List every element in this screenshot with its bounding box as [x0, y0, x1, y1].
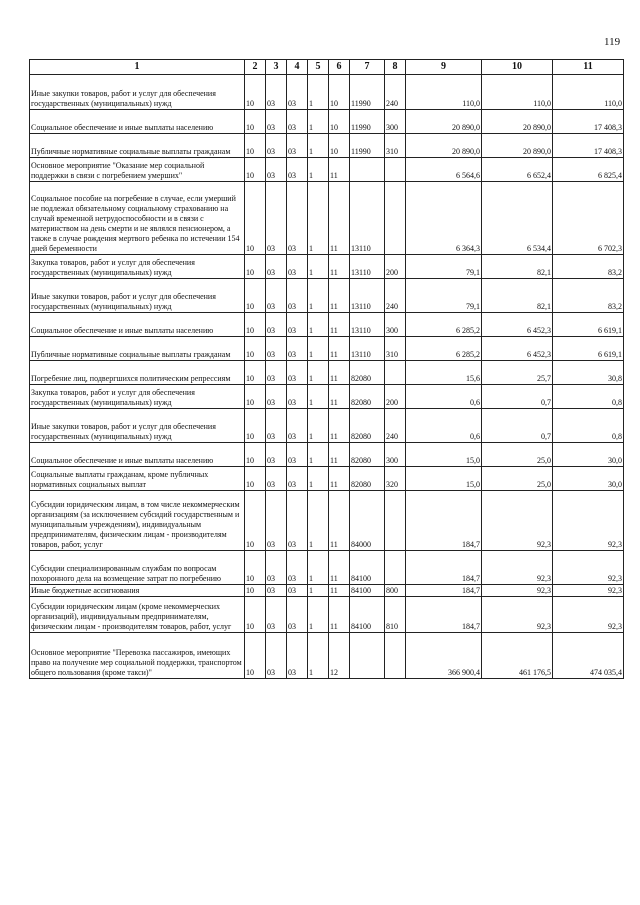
- code-cell-c4: 03: [287, 467, 308, 491]
- code-cell-c4: 03: [287, 158, 308, 182]
- code-cell-c2: 10: [245, 158, 266, 182]
- amount-cell-v9: 0,6: [406, 409, 482, 443]
- row-name-cell: Субсидии специализированным службам по вопросам похоронного дела на возмещение затрат по погребению: [30, 551, 245, 585]
- table-row: [30, 110, 624, 134]
- amount-cell-v10: 82,1: [482, 255, 553, 279]
- amount-cell-v11: 83,2: [553, 279, 624, 313]
- amount-cell-v9: 184,7: [406, 597, 482, 633]
- code-cell-c8: 240: [385, 75, 406, 110]
- column-header-10: 10: [482, 60, 553, 75]
- amount-cell-v9: 79,1: [406, 255, 482, 279]
- amount-cell-v10: 0,7: [482, 385, 553, 409]
- code-cell-c8: 240: [385, 279, 406, 313]
- table-row: [30, 134, 624, 158]
- code-cell-c7: 82080: [350, 409, 385, 443]
- code-cell-c5: 1: [308, 158, 329, 182]
- amount-cell-v10: 92,3: [482, 551, 553, 585]
- table-row: [30, 279, 624, 313]
- code-cell-c4: 03: [287, 385, 308, 409]
- amount-cell-v11: 474 035,4: [553, 633, 624, 679]
- amount-cell-v11: 0,8: [553, 409, 624, 443]
- code-cell-c6: 11: [329, 409, 350, 443]
- code-cell-c7: [350, 158, 385, 182]
- amount-cell-v10: 25,0: [482, 467, 553, 491]
- amount-cell-v9: 0,6: [406, 385, 482, 409]
- code-cell-c5: 1: [308, 585, 329, 597]
- page-number: 119: [604, 36, 621, 48]
- row-name-cell: Социальные выплаты гражданам, кроме публичных нормативных социальных выплат: [30, 467, 245, 491]
- code-cell-c6: 10: [329, 110, 350, 134]
- code-cell-c3: 03: [266, 255, 287, 279]
- column-header-8: 8: [385, 60, 406, 75]
- header-row: [30, 60, 624, 75]
- budget-table: [29, 59, 624, 679]
- code-cell-c8: [385, 491, 406, 551]
- code-cell-c6: 11: [329, 443, 350, 467]
- column-header-1: 1: [30, 60, 245, 75]
- code-cell-c2: 10: [245, 409, 266, 443]
- code-cell-c6: 11: [329, 585, 350, 597]
- code-cell-c5: 1: [308, 491, 329, 551]
- amount-cell-v9: 366 900,4: [406, 633, 482, 679]
- amount-cell-v9: 184,7: [406, 491, 482, 551]
- code-cell-c6: 11: [329, 491, 350, 551]
- row-name-cell: Основное мероприятие "Перевозка пассажиров, имеющих право на получение мер социальной поддержки, транспортом общего пользования (кроме такси)": [30, 633, 245, 679]
- code-cell-c7: 13110: [350, 313, 385, 337]
- amount-cell-v10: 25,7: [482, 361, 553, 385]
- code-cell-c2: 10: [245, 255, 266, 279]
- code-cell-c2: 10: [245, 633, 266, 679]
- amount-cell-v11: 30,0: [553, 443, 624, 467]
- code-cell-c8: [385, 551, 406, 585]
- code-cell-c6: 11: [329, 337, 350, 361]
- column-header-5: 5: [308, 60, 329, 75]
- row-name-cell: Закупка товаров, работ и услуг для обеспечения государственных (муниципальных) нужд: [30, 385, 245, 409]
- code-cell-c4: 03: [287, 443, 308, 467]
- code-cell-c3: 03: [266, 134, 287, 158]
- amount-cell-v10: 6 652,4: [482, 158, 553, 182]
- code-cell-c6: 11: [329, 182, 350, 255]
- code-cell-c2: 10: [245, 182, 266, 255]
- code-cell-c4: 03: [287, 337, 308, 361]
- row-name-cell: Закупка товаров, работ и услуг для обеспечения государственных (муниципальных) нужд: [30, 255, 245, 279]
- column-header-3: 3: [266, 60, 287, 75]
- code-cell-c8: [385, 158, 406, 182]
- amount-cell-v10: 110,0: [482, 75, 553, 110]
- table-row: [30, 633, 624, 679]
- code-cell-c6: 11: [329, 313, 350, 337]
- code-cell-c4: 03: [287, 313, 308, 337]
- code-cell-c2: 10: [245, 75, 266, 110]
- code-cell-c7: 13110: [350, 255, 385, 279]
- code-cell-c4: 03: [287, 75, 308, 110]
- code-cell-c6: 11: [329, 255, 350, 279]
- amount-cell-v10: 6 534,4: [482, 182, 553, 255]
- row-name-cell: Субсидии юридическим лицам, в том числе некоммерческим организациям (за исключением субсидий государственным и муниципальным учреждениям), индивидуальным предпринимателям, физическим лицам - производителям товаров, работ, услуг: [30, 491, 245, 551]
- row-name-cell: Социальное обеспечение и иные выплаты населению: [30, 313, 245, 337]
- amount-cell-v11: 17 408,3: [553, 134, 624, 158]
- code-cell-c3: 03: [266, 313, 287, 337]
- code-cell-c5: 1: [308, 337, 329, 361]
- row-name-cell: Публичные нормативные социальные выплаты гражданам: [30, 134, 245, 158]
- amount-cell-v10: 6 452,3: [482, 337, 553, 361]
- code-cell-c3: 03: [266, 633, 287, 679]
- code-cell-c5: 1: [308, 255, 329, 279]
- row-name-cell: Иные бюджетные ассигнования: [30, 585, 245, 597]
- code-cell-c5: 1: [308, 279, 329, 313]
- code-cell-c7: 84100: [350, 597, 385, 633]
- code-cell-c5: 1: [308, 134, 329, 158]
- amount-cell-v11: 0,8: [553, 385, 624, 409]
- amount-cell-v9: 6 285,2: [406, 313, 482, 337]
- code-cell-c3: 03: [266, 75, 287, 110]
- table-row: [30, 551, 624, 585]
- code-cell-c5: 1: [308, 110, 329, 134]
- code-cell-c5: 1: [308, 443, 329, 467]
- code-cell-c3: 03: [266, 182, 287, 255]
- code-cell-c2: 10: [245, 313, 266, 337]
- amount-cell-v9: 15,0: [406, 443, 482, 467]
- amount-cell-v11: 30,0: [553, 467, 624, 491]
- code-cell-c8: 200: [385, 255, 406, 279]
- row-name-cell: Социальное обеспечение и иные выплаты населению: [30, 110, 245, 134]
- table-row: [30, 385, 624, 409]
- column-header-2: 2: [245, 60, 266, 75]
- code-cell-c2: 10: [245, 337, 266, 361]
- code-cell-c6: 11: [329, 385, 350, 409]
- code-cell-c3: 03: [266, 551, 287, 585]
- amount-cell-v10: 92,3: [482, 491, 553, 551]
- code-cell-c6: 10: [329, 75, 350, 110]
- code-cell-c2: 10: [245, 110, 266, 134]
- amount-cell-v11: 92,3: [553, 585, 624, 597]
- amount-cell-v9: 79,1: [406, 279, 482, 313]
- code-cell-c3: 03: [266, 385, 287, 409]
- code-cell-c6: 11: [329, 467, 350, 491]
- table-row: [30, 75, 624, 110]
- code-cell-c7: 13110: [350, 337, 385, 361]
- amount-cell-v11: 6 702,3: [553, 182, 624, 255]
- amount-cell-v11: 6 619,1: [553, 313, 624, 337]
- code-cell-c3: 03: [266, 597, 287, 633]
- code-cell-c4: 03: [287, 110, 308, 134]
- code-cell-c8: 320: [385, 467, 406, 491]
- table-row: [30, 182, 624, 255]
- row-name-cell: Публичные нормативные социальные выплаты гражданам: [30, 337, 245, 361]
- code-cell-c5: 1: [308, 385, 329, 409]
- code-cell-c5: 1: [308, 633, 329, 679]
- column-header-9: 9: [406, 60, 482, 75]
- amount-cell-v9: 6 364,3: [406, 182, 482, 255]
- table-row: [30, 361, 624, 385]
- amount-cell-v9: 15,0: [406, 467, 482, 491]
- code-cell-c2: 10: [245, 279, 266, 313]
- amount-cell-v10: 82,1: [482, 279, 553, 313]
- row-name-cell: Иные закупки товаров, работ и услуг для обеспечения государственных (муниципальных) нужд: [30, 75, 245, 110]
- code-cell-c4: 03: [287, 585, 308, 597]
- code-cell-c7: 84100: [350, 551, 385, 585]
- code-cell-c4: 03: [287, 409, 308, 443]
- code-cell-c6: 11: [329, 158, 350, 182]
- code-cell-c8: 310: [385, 337, 406, 361]
- amount-cell-v9: 15,6: [406, 361, 482, 385]
- amount-cell-v9: 20 890,0: [406, 110, 482, 134]
- amount-cell-v10: 92,3: [482, 597, 553, 633]
- code-cell-c5: 1: [308, 182, 329, 255]
- code-cell-c3: 03: [266, 279, 287, 313]
- code-cell-c5: 1: [308, 551, 329, 585]
- code-cell-c2: 10: [245, 597, 266, 633]
- table-row: [30, 409, 624, 443]
- amount-cell-v11: 6 825,4: [553, 158, 624, 182]
- code-cell-c7: 13110: [350, 182, 385, 255]
- code-cell-c4: 03: [287, 551, 308, 585]
- column-header-4: 4: [287, 60, 308, 75]
- amount-cell-v10: 6 452,3: [482, 313, 553, 337]
- code-cell-c8: 800: [385, 585, 406, 597]
- code-cell-c8: 300: [385, 443, 406, 467]
- table-row: [30, 158, 624, 182]
- amount-cell-v9: 184,7: [406, 585, 482, 597]
- row-name-cell: Субсидии юридическим лицам (кроме некоммерческих организаций), индивидуальным предпринимателям, физическим лицам - производителям товаров, работ, услуг: [30, 597, 245, 633]
- code-cell-c2: 10: [245, 551, 266, 585]
- code-cell-c4: 03: [287, 279, 308, 313]
- amount-cell-v10: 20 890,0: [482, 110, 553, 134]
- code-cell-c6: 11: [329, 551, 350, 585]
- amount-cell-v11: 92,3: [553, 551, 624, 585]
- code-cell-c7: 11990: [350, 110, 385, 134]
- code-cell-c5: 1: [308, 313, 329, 337]
- code-cell-c3: 03: [266, 409, 287, 443]
- code-cell-c8: [385, 361, 406, 385]
- amount-cell-v11: 30,8: [553, 361, 624, 385]
- code-cell-c4: 03: [287, 597, 308, 633]
- amount-cell-v9: 6 564,6: [406, 158, 482, 182]
- amount-cell-v11: 83,2: [553, 255, 624, 279]
- code-cell-c5: 1: [308, 361, 329, 385]
- code-cell-c2: 10: [245, 361, 266, 385]
- amount-cell-v11: 92,3: [553, 597, 624, 633]
- code-cell-c4: 03: [287, 491, 308, 551]
- row-name-cell: Социальное пособие на погребение в случае, если умерший не подлежал обязательному социальному страхованию на случай временной нетрудоспособности и в связи с материнством на день смерти и не являлся пенсионером, а также в случае рождения мертвого ребенка по истечении 154 дней беременности: [30, 182, 245, 255]
- code-cell-c7: 13110: [350, 279, 385, 313]
- row-name-cell: Социальное обеспечение и иные выплаты населению: [30, 443, 245, 467]
- amount-cell-v11: 92,3: [553, 491, 624, 551]
- code-cell-c7: 82080: [350, 385, 385, 409]
- amount-cell-v9: 20 890,0: [406, 134, 482, 158]
- code-cell-c6: 11: [329, 597, 350, 633]
- code-cell-c3: 03: [266, 491, 287, 551]
- code-cell-c5: 1: [308, 409, 329, 443]
- amount-cell-v10: 461 176,5: [482, 633, 553, 679]
- row-name-cell: Иные закупки товаров, работ и услуг для обеспечения государственных (муниципальных) нужд: [30, 409, 245, 443]
- amount-cell-v10: 0,7: [482, 409, 553, 443]
- code-cell-c8: 310: [385, 134, 406, 158]
- code-cell-c2: 10: [245, 134, 266, 158]
- amount-cell-v10: 25,0: [482, 443, 553, 467]
- code-cell-c5: 1: [308, 597, 329, 633]
- code-cell-c3: 03: [266, 158, 287, 182]
- code-cell-c6: 12: [329, 633, 350, 679]
- code-cell-c3: 03: [266, 467, 287, 491]
- code-cell-c8: 300: [385, 110, 406, 134]
- code-cell-c2: 10: [245, 491, 266, 551]
- code-cell-c5: 1: [308, 467, 329, 491]
- amount-cell-v11: 6 619,1: [553, 337, 624, 361]
- amount-cell-v11: 17 408,3: [553, 110, 624, 134]
- code-cell-c2: 10: [245, 443, 266, 467]
- code-cell-c6: 11: [329, 361, 350, 385]
- table-row: [30, 443, 624, 467]
- code-cell-c6: 11: [329, 279, 350, 313]
- code-cell-c7: 84100: [350, 585, 385, 597]
- code-cell-c3: 03: [266, 337, 287, 361]
- amount-cell-v9: 110,0: [406, 75, 482, 110]
- code-cell-c2: 10: [245, 585, 266, 597]
- row-name-cell: Погребение лиц, подвергшихся политическим репрессиям: [30, 361, 245, 385]
- column-header-11: 11: [553, 60, 624, 75]
- code-cell-c7: 82080: [350, 361, 385, 385]
- table-row: [30, 585, 624, 597]
- amount-cell-v10: 92,3: [482, 585, 553, 597]
- code-cell-c3: 03: [266, 110, 287, 134]
- table-body: [30, 75, 624, 679]
- row-name-cell: Иные закупки товаров, работ и услуг для обеспечения государственных (муниципальных) нужд: [30, 279, 245, 313]
- code-cell-c3: 03: [266, 585, 287, 597]
- code-cell-c7: 82080: [350, 443, 385, 467]
- code-cell-c4: 03: [287, 134, 308, 158]
- code-cell-c4: 03: [287, 633, 308, 679]
- row-name-cell: Основное мероприятие "Оказание мер социальной поддержки в связи с погребением умерших": [30, 158, 245, 182]
- amount-cell-v9: 6 285,2: [406, 337, 482, 361]
- code-cell-c2: 10: [245, 385, 266, 409]
- table-row: [30, 491, 624, 551]
- code-cell-c8: 200: [385, 385, 406, 409]
- code-cell-c2: 10: [245, 467, 266, 491]
- code-cell-c4: 03: [287, 361, 308, 385]
- code-cell-c5: 1: [308, 75, 329, 110]
- table-row: [30, 255, 624, 279]
- amount-cell-v9: 184,7: [406, 551, 482, 585]
- code-cell-c6: 10: [329, 134, 350, 158]
- code-cell-c3: 03: [266, 361, 287, 385]
- code-cell-c7: 11990: [350, 75, 385, 110]
- code-cell-c8: [385, 633, 406, 679]
- code-cell-c8: 810: [385, 597, 406, 633]
- amount-cell-v10: 20 890,0: [482, 134, 553, 158]
- column-header-7: 7: [350, 60, 385, 75]
- code-cell-c8: 300: [385, 313, 406, 337]
- amount-cell-v11: 110,0: [553, 75, 624, 110]
- code-cell-c7: [350, 633, 385, 679]
- table-row: [30, 467, 624, 491]
- code-cell-c3: 03: [266, 443, 287, 467]
- code-cell-c4: 03: [287, 182, 308, 255]
- code-cell-c8: 240: [385, 409, 406, 443]
- code-cell-c4: 03: [287, 255, 308, 279]
- code-cell-c8: [385, 182, 406, 255]
- table-row: [30, 337, 624, 361]
- column-header-6: 6: [329, 60, 350, 75]
- code-cell-c7: 84000: [350, 491, 385, 551]
- code-cell-c7: 11990: [350, 134, 385, 158]
- table-row: [30, 597, 624, 633]
- code-cell-c7: 82080: [350, 467, 385, 491]
- table-row: [30, 313, 624, 337]
